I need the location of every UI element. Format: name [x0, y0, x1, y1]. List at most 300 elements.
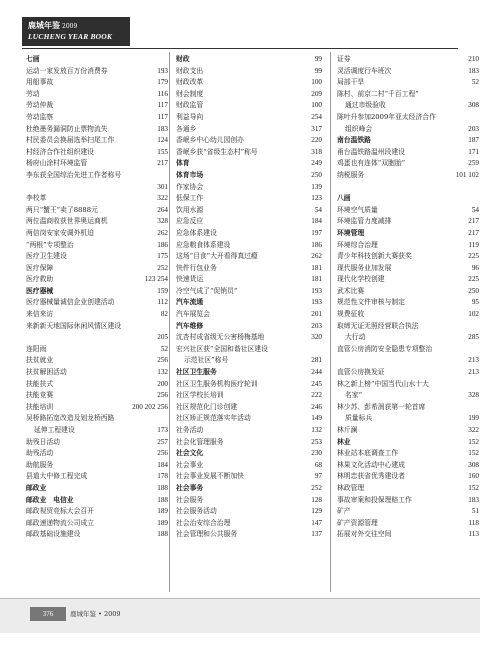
entry-term: 助残活动	[26, 449, 54, 458]
entry-page-number: 54	[471, 205, 479, 214]
entry-term: 社区卫生服务机构医疗轮训	[176, 379, 258, 388]
index-entry	[26, 413, 168, 425]
entry-term: 应急体系建设	[176, 228, 217, 237]
entry-page-number: 209	[311, 89, 322, 98]
entry-page-number: 262	[157, 228, 168, 237]
entry-page-number: 52	[471, 78, 479, 87]
entry-term: 取缔无证无照经营联合执法	[337, 321, 419, 330]
entry-page-number: 152	[468, 449, 479, 458]
entry-term: 环境空气质量	[337, 205, 378, 214]
entry-page-number: 254	[311, 112, 322, 121]
entry-term: 鸡蛋也有连体“双胞胎”	[337, 159, 406, 168]
entry-page-number: 193	[311, 286, 322, 295]
index-section-heading	[337, 193, 479, 205]
entry-page-number: 217	[468, 217, 479, 226]
entry-term: 林果文化活动中心建成	[337, 460, 405, 469]
entry-page-number: 123 254	[144, 275, 168, 284]
index-entry	[337, 448, 479, 460]
entry-term: 作家协会	[176, 182, 204, 191]
entry-page-number: 308	[468, 101, 479, 110]
entry-term: 助航服务	[26, 460, 54, 469]
entry-term: 社区卫生服务	[176, 368, 217, 377]
index-entry	[176, 448, 322, 460]
entry-page-number: 259	[468, 159, 479, 168]
index-entry	[337, 506, 479, 518]
index-entry	[26, 228, 168, 240]
entry-term: 财政监管	[176, 101, 204, 110]
index-entry	[176, 495, 322, 507]
entry-page-number: 244	[311, 368, 322, 377]
index-entry	[176, 100, 322, 112]
entry-term: 应急反应	[176, 217, 204, 226]
entry-term: 吴桥路拓宽改造及划龙桥西路	[26, 414, 115, 423]
entry-term: 县道大中修工程完成	[26, 472, 88, 481]
entry-term: 用船事故	[26, 78, 54, 87]
entry-term: 陈叶升参加2009年亚太经济合作	[337, 112, 436, 121]
entry-term: 扶贫解困活动	[26, 368, 67, 377]
index-entry	[337, 124, 479, 136]
entry-term: 局部干旱	[337, 78, 365, 87]
entry-page-number: 256	[157, 449, 168, 458]
entry-term: 劳动仲裁	[26, 101, 54, 110]
index-entry	[337, 170, 479, 182]
entry-page-number: 54	[314, 205, 322, 214]
index-entry	[337, 251, 479, 263]
entry-page-number: 184	[311, 217, 322, 226]
index-entry	[26, 170, 168, 182]
entry-page-number: 178	[157, 472, 168, 481]
index-entry	[26, 251, 168, 263]
entry-term: 助残日活动	[26, 437, 60, 446]
entry-page-number: 257	[157, 437, 168, 446]
index-entry	[176, 135, 322, 147]
entry-page-number: 152	[468, 483, 479, 492]
entry-term: 林业	[337, 437, 351, 446]
entry-term: 社会服务活动	[176, 507, 217, 516]
index-entry	[26, 506, 168, 518]
entry-term: 财政改革	[176, 78, 204, 87]
index-entry	[337, 66, 479, 78]
header-rule	[22, 48, 458, 49]
index-entry	[337, 390, 479, 402]
entry-term: 环境管理	[337, 228, 365, 237]
index-entry	[26, 205, 168, 217]
entry-page-number: 99	[314, 55, 322, 63]
index-column-3	[337, 54, 479, 541]
entry-page-number: 112	[157, 298, 168, 307]
index-entry	[176, 112, 322, 124]
index-entry	[26, 460, 168, 472]
index-entry	[176, 240, 322, 252]
book-header	[22, 17, 130, 46]
entry-page-number: 264	[157, 205, 168, 214]
entry-page-number: 201	[311, 310, 322, 319]
entry-term: 社区学校长培训	[176, 391, 224, 400]
entry-page-number: 152	[468, 437, 479, 446]
index-entry	[337, 100, 479, 112]
entry-page-number: 124	[157, 136, 168, 145]
entry-page-number: 245	[311, 379, 322, 388]
entry-term: 汽车流通	[176, 298, 204, 307]
entry-page-number: 317	[311, 124, 322, 133]
entry-page-number: 250	[311, 170, 322, 179]
entry-page-number: 184	[157, 460, 168, 469]
entry-page-number: 100	[311, 101, 322, 110]
index-entry	[26, 344, 168, 356]
entry-page-number: 101 102	[455, 170, 479, 179]
entry-term: “两根”专项整治	[26, 240, 74, 249]
index-entry	[176, 437, 322, 449]
entry-term: 社区矫正规范落实年活动	[176, 414, 251, 423]
entry-page-number: 117	[157, 101, 168, 110]
index-entry	[26, 297, 168, 309]
entry-page-number: 200	[157, 379, 168, 388]
index-entry	[176, 367, 322, 379]
index-entry	[176, 332, 322, 344]
entry-term: 纳税服务	[337, 170, 365, 179]
index-entry	[337, 425, 479, 437]
index-entry	[26, 182, 168, 194]
entry-page-number: 189	[157, 518, 168, 527]
index-entry	[26, 216, 168, 228]
entry-page-number: 95	[471, 298, 479, 307]
entry-term: 通过市级验收	[345, 101, 386, 110]
entry-term: 医疗器械量诚信企业创建活动	[26, 298, 115, 307]
index-entry	[176, 193, 322, 205]
entry-page-number: 262	[311, 252, 322, 261]
entry-term: 汽车展览会	[176, 310, 210, 319]
entry-page-number: 118	[468, 518, 479, 527]
index-entry	[337, 77, 479, 89]
index-entry	[176, 518, 322, 530]
index-entry	[337, 495, 479, 507]
entry-term: 邮政基础设施建设	[26, 530, 81, 539]
entry-page-number: 155	[157, 147, 168, 156]
index-entry	[26, 112, 168, 124]
entry-term: 武术比赛	[337, 286, 365, 295]
entry-term: 杜绝墨务漏洞防止票物流失	[26, 124, 108, 133]
index-entry	[176, 483, 322, 495]
index-entry	[176, 147, 322, 159]
entry-page-number: 188	[157, 530, 168, 539]
entry-page-number: 97	[314, 472, 322, 481]
index-entry	[176, 402, 322, 414]
entry-term: 社会管理和公共服务	[176, 530, 238, 539]
entry-term: 快件行包业务	[176, 263, 217, 272]
header-title: 鹿城年鉴 2009	[28, 20, 78, 30]
entry-page-number: 252	[157, 263, 168, 272]
index-entry	[26, 240, 168, 252]
entry-term: 大行动	[345, 333, 366, 342]
index-entry	[26, 100, 168, 112]
index-entry	[337, 263, 479, 275]
entry-term: 来信来访	[26, 310, 54, 319]
index-entry	[337, 182, 479, 194]
entry-term: 各通乡	[176, 124, 197, 133]
entry-page-number: 137	[311, 530, 322, 539]
index-entry	[176, 379, 322, 391]
index-entry	[26, 483, 168, 495]
entry-term: 李校革	[26, 194, 47, 203]
entry-term: 社会事业发展不断加快	[176, 472, 244, 481]
header-year: 2009	[62, 23, 78, 30]
entry-page-number: 123	[311, 194, 322, 203]
entry-term: 应急粮食体系建设	[176, 240, 231, 249]
page-footer	[0, 598, 480, 633]
entry-page-number: 147	[311, 518, 322, 527]
index-entry	[176, 355, 322, 367]
index-entry	[26, 402, 168, 414]
index-entry	[26, 89, 168, 101]
entry-page-number: 99	[314, 66, 322, 75]
index-entry	[337, 147, 479, 159]
entry-page-number: 213	[468, 368, 479, 377]
index-entry	[26, 263, 168, 275]
index-entry	[337, 321, 479, 333]
index-entry	[176, 506, 322, 518]
entry-page-number: 116	[157, 89, 168, 98]
index-entry	[176, 471, 322, 483]
entry-term: 直管公房换发证	[337, 368, 385, 377]
entry-term: 杨府山涂村环境监管	[26, 159, 88, 168]
entry-term: 医疗卫生建设	[26, 252, 67, 261]
entry-term: 八画	[337, 194, 351, 203]
index-entry	[337, 367, 479, 379]
index-entry	[176, 309, 322, 321]
entry-term: 医疗救助	[26, 275, 54, 284]
entry-page-number: 256	[157, 391, 168, 400]
entry-page-number: 246	[311, 402, 322, 411]
index-entry	[26, 379, 168, 391]
entry-page-number: 82	[160, 310, 168, 319]
index-entry	[176, 425, 322, 437]
entry-term: 甬台温铁路温州段建设	[337, 147, 405, 156]
index-entry	[337, 402, 479, 414]
entry-term: 这场“目食”大开看得真过瘾	[176, 252, 258, 261]
index-entry	[176, 124, 322, 136]
index-entry	[176, 297, 322, 309]
entry-page-number: 193	[311, 298, 322, 307]
index-entry	[26, 355, 168, 367]
entry-page-number: 328	[468, 391, 479, 400]
entry-page-number: 189	[157, 507, 168, 516]
entry-page-number: 322	[468, 426, 479, 434]
entry-page-number: 188	[157, 495, 168, 504]
entry-page-number: 193	[157, 66, 168, 75]
entry-term: 社会事业	[176, 460, 204, 469]
index-entry	[337, 483, 479, 495]
entry-page-number: 203	[311, 321, 322, 330]
entry-term: 连阳雨	[26, 344, 47, 353]
entry-term: 社会服务	[176, 495, 204, 504]
entry-term: 体育	[176, 159, 190, 168]
index-entry	[176, 390, 322, 402]
index-entry	[26, 147, 168, 159]
entry-term: 环境监管力度减排	[337, 217, 392, 226]
entry-page-number: 171	[468, 147, 479, 156]
entry-page-number: 188	[157, 483, 168, 492]
entry-page-number: 256	[157, 356, 168, 365]
entry-term: 扶贫就业	[26, 356, 54, 365]
index-entry	[26, 390, 168, 402]
page-number: 376	[30, 607, 66, 621]
index-entry	[26, 135, 168, 147]
entry-term: 林业站本底调查工作	[337, 449, 399, 458]
entry-term: 矿产资源管理	[337, 518, 378, 527]
index-entry	[337, 297, 479, 309]
entry-term: 扶能竞赛	[26, 391, 54, 400]
entry-page-number: 199	[468, 414, 479, 423]
index-entry	[26, 66, 168, 78]
index-column-1	[26, 54, 168, 541]
entry-term: 邮政业	[26, 483, 47, 492]
entry-page-number: 225	[468, 252, 479, 261]
entry-term: 扶能扶式	[26, 379, 54, 388]
entry-term: 事故审案和投保理赔工作	[337, 495, 412, 504]
index-entry	[337, 355, 479, 367]
entry-page-number: 149	[311, 414, 322, 423]
entry-page-number: 308	[468, 460, 479, 469]
entry-term: 两信岗安家安调外机迫	[26, 228, 94, 237]
entry-term: 延伸工程建设	[34, 426, 75, 434]
entry-term: 香岷乡获“省级生态村”称号	[176, 147, 258, 156]
entry-page-number: 183	[157, 124, 168, 133]
index-entry	[176, 54, 322, 66]
entry-page-number: 230	[311, 449, 322, 458]
entry-term: 医疗保障	[26, 263, 54, 272]
entry-term: 规费征收	[337, 310, 365, 319]
index-entry	[176, 263, 322, 275]
entry-term: 邮政视贸竞标大会召开	[26, 507, 94, 516]
index-entry	[337, 54, 479, 66]
index-entry	[337, 240, 479, 252]
entry-term: 林斤澜	[337, 426, 358, 434]
entry-term: 香岷乡中心幼儿园创办	[176, 136, 244, 145]
index-entry	[176, 158, 322, 170]
index-entry	[176, 251, 322, 263]
index-entry	[26, 471, 168, 483]
entry-page-number: 320	[311, 333, 322, 342]
entry-term: 七画	[26, 55, 40, 63]
index-entry	[337, 344, 479, 356]
entry-page-number: 252	[311, 483, 322, 492]
column-divider	[169, 52, 170, 592]
entry-page-number: 186	[311, 240, 322, 249]
index-entry	[337, 228, 479, 240]
entry-term: 饮用水源	[176, 205, 204, 214]
entry-page-number: 220	[311, 136, 322, 145]
entry-term: 社会化管理服务	[176, 437, 224, 446]
index-entry	[337, 158, 479, 170]
entry-page-number: 102	[468, 310, 479, 319]
entry-term: 质量标兵	[345, 414, 373, 423]
entry-page-number: 117	[157, 112, 168, 121]
entry-term: 青少年科技创新大赛获奖	[337, 252, 412, 261]
entry-term: 陈村、前京二村“千百工程”	[337, 89, 419, 98]
index-entry	[26, 437, 168, 449]
entry-page-number: 203	[468, 124, 479, 133]
entry-term: 社务活动	[176, 426, 204, 434]
entry-term: 社会文化	[176, 449, 204, 458]
entry-page-number: 181	[311, 263, 322, 272]
footer-text: 鹿城年鉴 • 2009	[70, 610, 121, 618]
entry-page-number: 213	[468, 356, 479, 365]
index-entry	[26, 529, 168, 541]
entry-term: 李东获全国综治先进工作者称号	[26, 170, 122, 179]
entry-term: 邮政业 电信业	[26, 495, 74, 504]
entry-page-number: 205	[157, 333, 168, 342]
index-entry	[337, 332, 479, 344]
entry-page-number: 225	[468, 275, 479, 284]
entry-term: 林政管理	[337, 483, 365, 492]
index-column-2	[176, 54, 322, 541]
entry-page-number: 200 202 256	[132, 402, 168, 411]
entry-term: 现代化学校创建	[337, 275, 385, 284]
entry-term: 体育市场	[176, 170, 204, 179]
entry-page-number: 250	[468, 286, 479, 295]
entry-term: 证券	[337, 55, 351, 63]
index-entry	[26, 425, 168, 437]
entry-term: 两位温商收获世界奥运商机	[26, 217, 108, 226]
index-entry	[26, 518, 168, 530]
entry-page-number: 160	[468, 472, 479, 481]
entry-term: 冷空气成了“促销员”	[176, 286, 238, 295]
entry-term: 低保工作	[176, 194, 204, 203]
index-entry	[337, 112, 479, 124]
index-entry	[26, 286, 168, 298]
index-entry	[176, 228, 322, 240]
entry-page-number: 285	[468, 333, 479, 342]
index-entry	[337, 309, 479, 321]
entry-page-number: 197	[311, 228, 322, 237]
entry-term: 社区规范化门诊创建	[176, 402, 238, 411]
index-entry	[26, 332, 168, 344]
entry-page-number: 210	[468, 55, 479, 63]
entry-term: 宏兴社区获“全国和谐社区建设	[176, 344, 268, 353]
entry-page-number: 253	[311, 437, 322, 446]
entry-page-number: 322	[157, 194, 168, 203]
index-entry	[176, 344, 322, 356]
entry-term: 劳动	[26, 89, 40, 98]
header-subtitle: LUCHENG YEAR BOOK	[28, 32, 113, 41]
entry-page-number: 173	[157, 426, 168, 434]
entry-term: 示范社区”称号	[184, 356, 229, 365]
index-entry	[176, 216, 322, 228]
index-entry	[176, 205, 322, 217]
entry-page-number: 132	[157, 368, 168, 377]
entry-term: 汽车维修	[176, 321, 204, 330]
entry-page-number: 183	[468, 66, 479, 75]
index-entry	[337, 89, 479, 101]
entry-page-number: 52	[160, 344, 168, 353]
entry-page-number: 129	[311, 507, 322, 516]
index-entry	[26, 193, 168, 205]
entry-term: 医疗器械	[26, 286, 54, 295]
index-entry	[26, 309, 168, 321]
entry-term: 邮政速递物流公司成立	[26, 518, 94, 527]
index-entry	[337, 460, 479, 472]
entry-page-number: 139	[311, 182, 322, 191]
entry-page-number: 318	[311, 147, 322, 156]
index-entry	[26, 158, 168, 170]
entry-term: 财会制度	[176, 89, 204, 98]
entry-page-number: 183	[468, 495, 479, 504]
index-entry	[337, 274, 479, 286]
index-entry	[337, 529, 479, 541]
index-entry	[337, 413, 479, 425]
entry-term: 规范性文件审核与制定	[337, 298, 405, 307]
entry-page-number: 181	[311, 275, 322, 284]
